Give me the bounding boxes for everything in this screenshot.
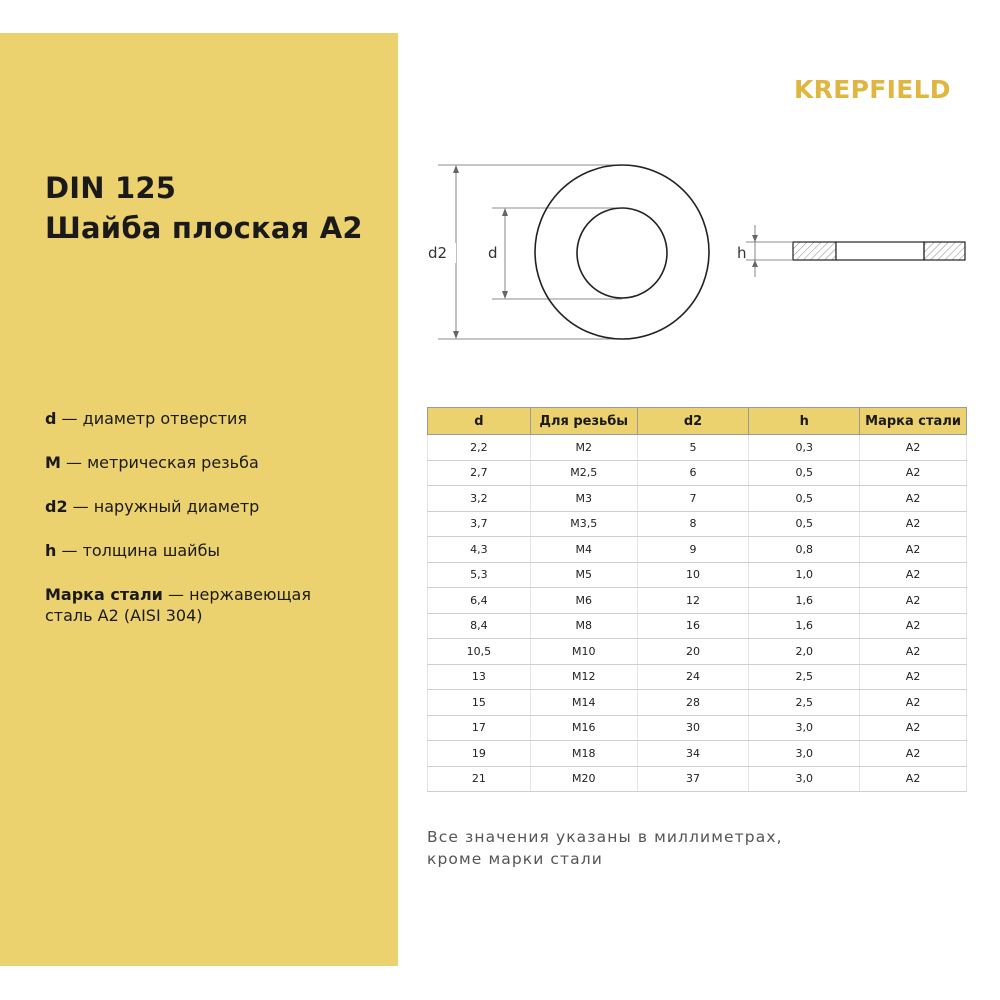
table-row bbox=[428, 460, 967, 486]
cell-thread: M4 bbox=[530, 537, 637, 563]
legend-item-steel-grade bbox=[45, 584, 345, 626]
legend-term: Марка стали bbox=[45, 585, 163, 604]
washer-section-right bbox=[924, 242, 965, 260]
cell-steel-grade: A2 bbox=[860, 562, 967, 588]
legend-desc: — метрическая резьба bbox=[60, 453, 259, 472]
cell-thread: M14 bbox=[530, 690, 637, 716]
table-row bbox=[428, 741, 967, 767]
cell-thread: M12 bbox=[530, 664, 637, 690]
cell-d: 2,7 bbox=[428, 460, 531, 486]
cell-thread: M6 bbox=[530, 588, 637, 614]
cell-steel-grade: A2 bbox=[860, 741, 967, 767]
table-row bbox=[428, 588, 967, 614]
d-label: d bbox=[488, 244, 498, 262]
washer-technical-drawing bbox=[420, 155, 980, 355]
table-row bbox=[428, 486, 967, 512]
cell-steel-grade: A2 bbox=[860, 460, 967, 486]
legend-term: M bbox=[45, 453, 61, 472]
washer-section-left bbox=[793, 242, 836, 260]
cell-h: 2,5 bbox=[749, 690, 860, 716]
washer-inner-circle bbox=[577, 208, 667, 298]
legend-item-d bbox=[45, 408, 365, 429]
cell-thread: M18 bbox=[530, 741, 637, 767]
cell-d2: 8 bbox=[637, 511, 749, 537]
cell-steel-grade: A2 bbox=[860, 435, 967, 461]
cell-thread: M10 bbox=[530, 639, 637, 665]
washer-outer-circle bbox=[535, 165, 709, 339]
cell-d: 3,7 bbox=[428, 511, 531, 537]
table-row bbox=[428, 537, 967, 563]
cell-steel-grade: A2 bbox=[860, 766, 967, 792]
cell-d: 4,3 bbox=[428, 537, 531, 563]
cell-h: 3,0 bbox=[749, 741, 860, 767]
legend-item-d2 bbox=[45, 496, 365, 517]
cell-d2: 9 bbox=[637, 537, 749, 563]
cell-h: 3,0 bbox=[749, 715, 860, 741]
cell-d: 5,3 bbox=[428, 562, 531, 588]
cell-d2: 34 bbox=[637, 741, 749, 767]
cell-h: 0,3 bbox=[749, 435, 860, 461]
cell-thread: M3 bbox=[530, 486, 637, 512]
legend-term: d bbox=[45, 409, 57, 428]
cell-d2: 30 bbox=[637, 715, 749, 741]
units-note-line1: Все значения указаны в миллиметрах, bbox=[427, 828, 783, 846]
column-header-h: h bbox=[749, 408, 860, 435]
cell-d: 13 bbox=[428, 664, 531, 690]
cell-d2: 28 bbox=[637, 690, 749, 716]
units-note-line2: кроме марки стали bbox=[427, 850, 603, 868]
page-title-standard: DIN 125 bbox=[45, 171, 177, 205]
d2-label: d2 bbox=[428, 244, 448, 262]
table-row bbox=[428, 562, 967, 588]
cell-d: 21 bbox=[428, 766, 531, 792]
page-title-product: Шайба плоская А2 bbox=[45, 211, 363, 245]
cell-d2: 6 bbox=[637, 460, 749, 486]
cell-steel-grade: A2 bbox=[860, 639, 967, 665]
table-header-row bbox=[428, 408, 967, 435]
cell-h: 1,0 bbox=[749, 562, 860, 588]
legend-term: d2 bbox=[45, 497, 68, 516]
legend-item-m bbox=[45, 452, 365, 473]
brand-logo: KREPFIELD bbox=[794, 75, 951, 104]
cell-d2: 12 bbox=[637, 588, 749, 614]
cell-h: 2,0 bbox=[749, 639, 860, 665]
legend-desc: — наружный диаметр bbox=[67, 497, 260, 516]
cell-steel-grade: A2 bbox=[860, 664, 967, 690]
table-row bbox=[428, 715, 967, 741]
cell-h: 1,6 bbox=[749, 613, 860, 639]
cell-d2: 5 bbox=[637, 435, 749, 461]
table-row bbox=[428, 664, 967, 690]
h-label: h bbox=[737, 244, 747, 262]
cell-d: 10,5 bbox=[428, 639, 531, 665]
cell-thread: M2,5 bbox=[530, 460, 637, 486]
cell-steel-grade: A2 bbox=[860, 613, 967, 639]
column-header-d2: d2 bbox=[637, 408, 749, 435]
cell-d2: 10 bbox=[637, 562, 749, 588]
cell-d: 15 bbox=[428, 690, 531, 716]
legend-term: h bbox=[45, 541, 57, 560]
cell-d2: 7 bbox=[637, 486, 749, 512]
cell-thread: M8 bbox=[530, 613, 637, 639]
cell-d2: 37 bbox=[637, 766, 749, 792]
cell-steel-grade: A2 bbox=[860, 486, 967, 512]
cell-d: 19 bbox=[428, 741, 531, 767]
washer-spec-table bbox=[427, 407, 967, 792]
table-row bbox=[428, 511, 967, 537]
table-row bbox=[428, 690, 967, 716]
cell-h: 0,8 bbox=[749, 537, 860, 563]
cell-steel-grade: A2 bbox=[860, 537, 967, 563]
cell-d: 2,2 bbox=[428, 435, 531, 461]
cell-steel-grade: A2 bbox=[860, 715, 967, 741]
cell-steel-grade: A2 bbox=[860, 511, 967, 537]
legend-desc: — толщина шайбы bbox=[56, 541, 221, 560]
cell-thread: M20 bbox=[530, 766, 637, 792]
cell-d: 8,4 bbox=[428, 613, 531, 639]
legend-desc: — диаметр отверстия bbox=[56, 409, 248, 428]
cell-h: 2,5 bbox=[749, 664, 860, 690]
cell-steel-grade: A2 bbox=[860, 690, 967, 716]
cell-d2: 20 bbox=[637, 639, 749, 665]
table-row bbox=[428, 639, 967, 665]
cell-thread: M16 bbox=[530, 715, 637, 741]
cell-d: 17 bbox=[428, 715, 531, 741]
legend-item-h bbox=[45, 540, 365, 561]
cell-h: 0,5 bbox=[749, 460, 860, 486]
cell-h: 0,5 bbox=[749, 511, 860, 537]
cell-thread: M3,5 bbox=[530, 511, 637, 537]
cell-h: 3,0 bbox=[749, 766, 860, 792]
cell-d: 3,2 bbox=[428, 486, 531, 512]
cell-h: 1,6 bbox=[749, 588, 860, 614]
washer-bore bbox=[836, 242, 924, 260]
column-header-steel-grade: Марка стали bbox=[860, 408, 967, 435]
cell-h: 0,5 bbox=[749, 486, 860, 512]
column-header-d: d bbox=[428, 408, 531, 435]
legend-desc: — нержавеющая сталь А2 (AISI 304) bbox=[45, 585, 311, 625]
cell-d: 6,4 bbox=[428, 588, 531, 614]
table-row bbox=[428, 435, 967, 461]
cell-steel-grade: A2 bbox=[860, 588, 967, 614]
table-row bbox=[428, 766, 967, 792]
table-body bbox=[428, 435, 967, 792]
cell-d2: 24 bbox=[637, 664, 749, 690]
cell-d2: 16 bbox=[637, 613, 749, 639]
table-row bbox=[428, 613, 967, 639]
cell-thread: M2 bbox=[530, 435, 637, 461]
units-note bbox=[427, 826, 947, 870]
column-header-thread: Для резьбы bbox=[530, 408, 637, 435]
cell-thread: M5 bbox=[530, 562, 637, 588]
